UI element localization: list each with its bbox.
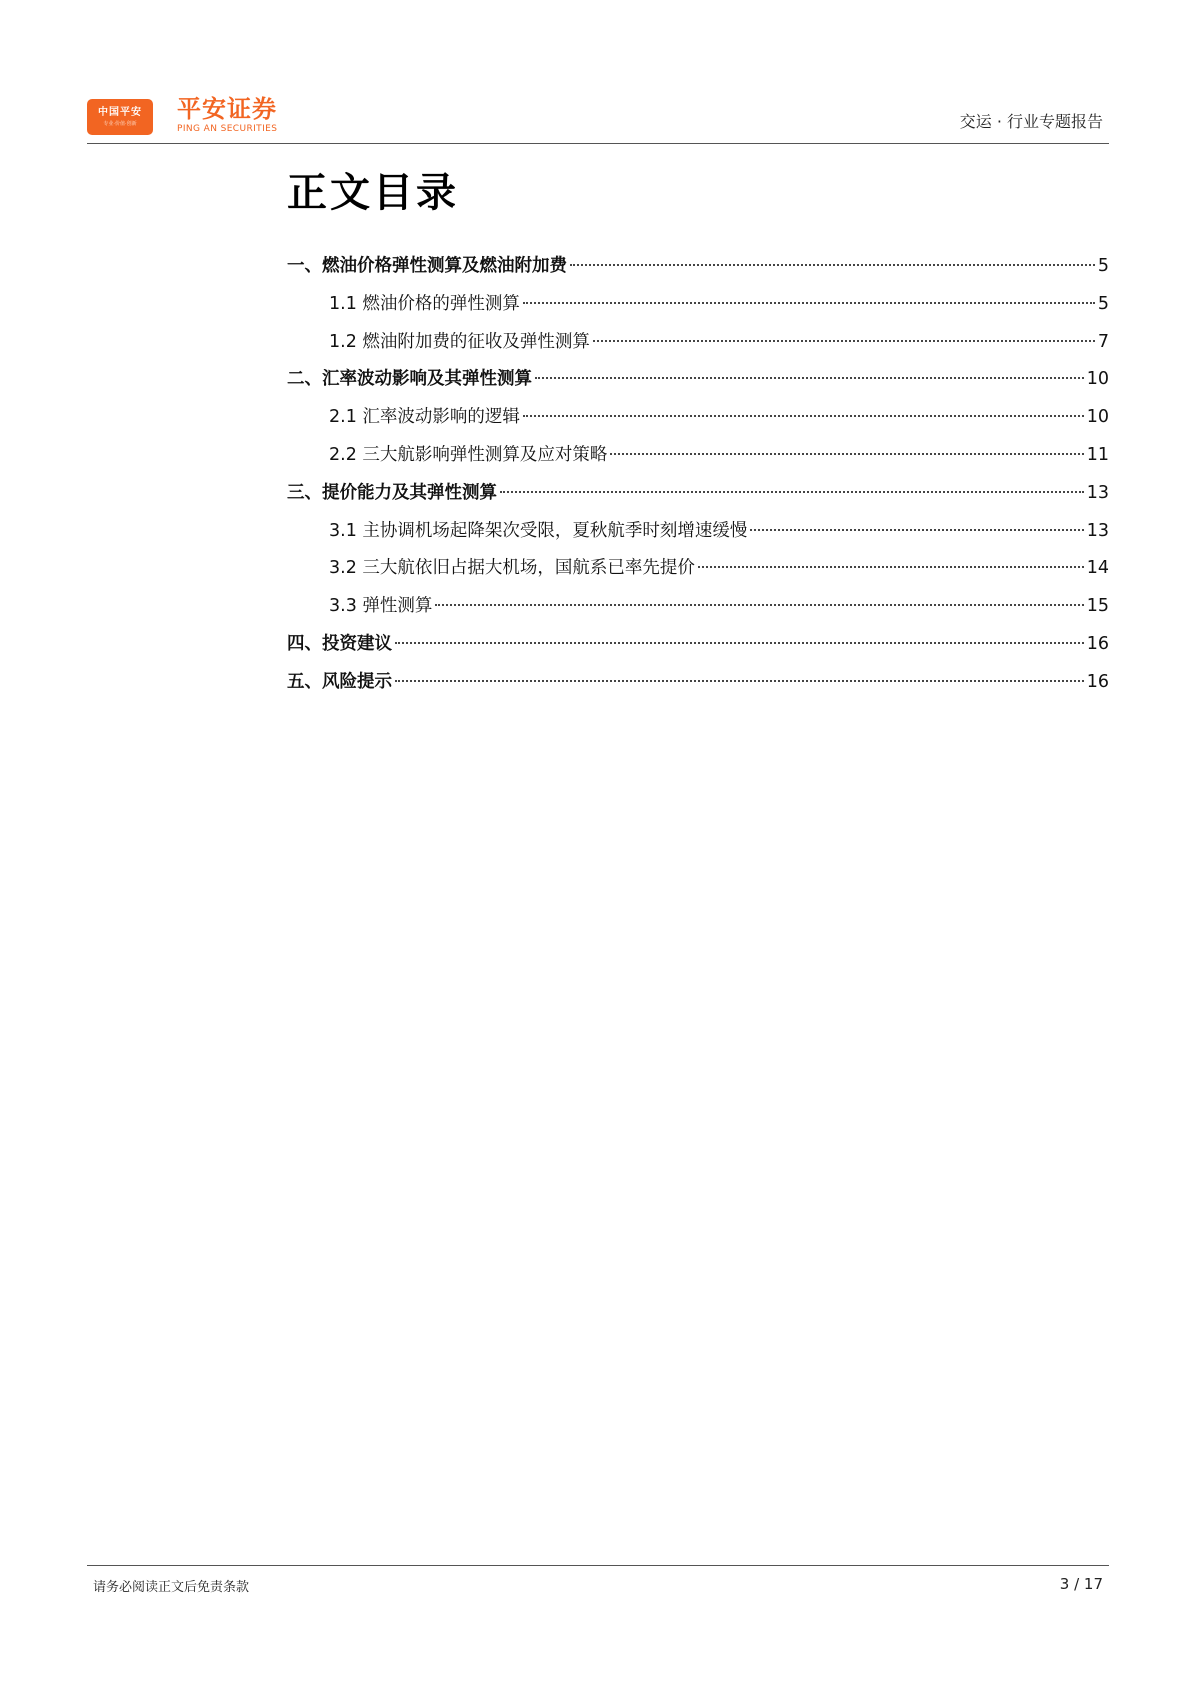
toc-entry-page-number: 11: [1086, 444, 1109, 465]
toc-entry-page-number: 7: [1097, 331, 1109, 352]
toc-entry-title: 1.2 燃油附加费的征收及弹性测算: [329, 331, 590, 352]
toc-leader-dots: [523, 302, 1095, 304]
toc-entry-section[interactable]: [287, 248, 1109, 286]
toc-leader-dots: [750, 529, 1083, 531]
page-title: 正文目录: [287, 170, 459, 216]
page-number: 3 / 17: [1059, 1575, 1103, 1593]
ping-an-logo-badge: [87, 99, 153, 135]
toc-entry-page-number: 13: [1086, 482, 1109, 503]
page-header: [87, 95, 1109, 144]
toc-entry-subsection[interactable]: [287, 399, 1109, 437]
toc-entry-title: 3.2 三大航依旧占据大机场，国航系已率先提价: [329, 558, 695, 579]
toc-leader-dots: [500, 491, 1084, 493]
toc-leader-dots: [535, 377, 1084, 379]
toc-leader-dots: [395, 680, 1084, 682]
toc-entry-title: 2.1 汇率波动影响的逻辑: [329, 407, 520, 428]
toc-entry-section[interactable]: [287, 626, 1109, 664]
toc-entry-page-number: 15: [1086, 596, 1109, 617]
toc-entry-subsection[interactable]: [287, 550, 1109, 588]
toc-entry-page-number: 10: [1086, 407, 1109, 428]
toc-entry-title: 2.2 三大航影响弹性测算及应对策略: [329, 444, 608, 465]
logo-badge-text: 中国平安: [98, 107, 142, 118]
toc-entry-title: 3.1 主协调机场起降架次受限，夏秋航季时刻增速缓慢: [329, 520, 748, 541]
toc-entry-section[interactable]: [287, 475, 1109, 513]
toc-entry-title: 二、汇率波动影响及其弹性测算: [287, 369, 532, 390]
page-footer: [87, 1565, 1109, 1606]
toc-entry-subsection[interactable]: [287, 588, 1109, 626]
logo-badge-tagline: 专业·价值·创新: [103, 121, 137, 127]
toc-entry-section[interactable]: [287, 664, 1109, 702]
toc-leader-dots: [570, 264, 1095, 266]
toc-entry-section[interactable]: [287, 361, 1109, 399]
toc-entry-subsection[interactable]: [287, 437, 1109, 475]
toc-entry-subsection[interactable]: [287, 513, 1109, 551]
toc-leader-dots: [610, 453, 1083, 455]
toc-entry-subsection[interactable]: [287, 324, 1109, 362]
brand-logo: [177, 95, 277, 135]
brand-name-en: PING AN SECURITIES: [177, 124, 278, 134]
toc-leader-dots: [593, 340, 1095, 342]
toc-entry-page-number: 14: [1086, 558, 1109, 579]
toc-entry-title: 3.3 弹性测算: [329, 596, 433, 617]
toc-entry-page-number: 5: [1097, 293, 1109, 314]
toc-leader-dots: [395, 642, 1084, 644]
toc-entry-subsection[interactable]: [287, 286, 1109, 324]
toc-entry-page-number: 16: [1086, 671, 1109, 692]
toc-entry-title: 四、投资建议: [287, 633, 392, 654]
disclaimer-note: 请务必阅读正文后免责条款: [93, 1580, 250, 1595]
toc-leader-dots: [698, 566, 1084, 568]
toc-entry-title: 三、提价能力及其弹性测算: [287, 482, 497, 503]
toc-entry-title: 五、风险提示: [287, 671, 392, 692]
toc-entry-page-number: 16: [1086, 633, 1109, 654]
toc-entry-page-number: 10: [1086, 369, 1109, 390]
brand-name-cn: 平安证券: [177, 95, 277, 123]
toc-entry-page-number: 13: [1086, 520, 1109, 541]
table-of-contents: [287, 248, 1109, 702]
toc-entry-title: 一、燃油价格弹性测算及燃油附加费: [287, 256, 567, 276]
report-type-label: 交运 · 行业专题报告: [959, 112, 1103, 131]
toc-leader-dots: [435, 604, 1083, 606]
toc-leader-dots: [523, 415, 1084, 417]
toc-entry-title: 1.1 燃油价格的弹性测算: [329, 293, 520, 314]
toc-entry-page-number: 5: [1097, 256, 1109, 276]
